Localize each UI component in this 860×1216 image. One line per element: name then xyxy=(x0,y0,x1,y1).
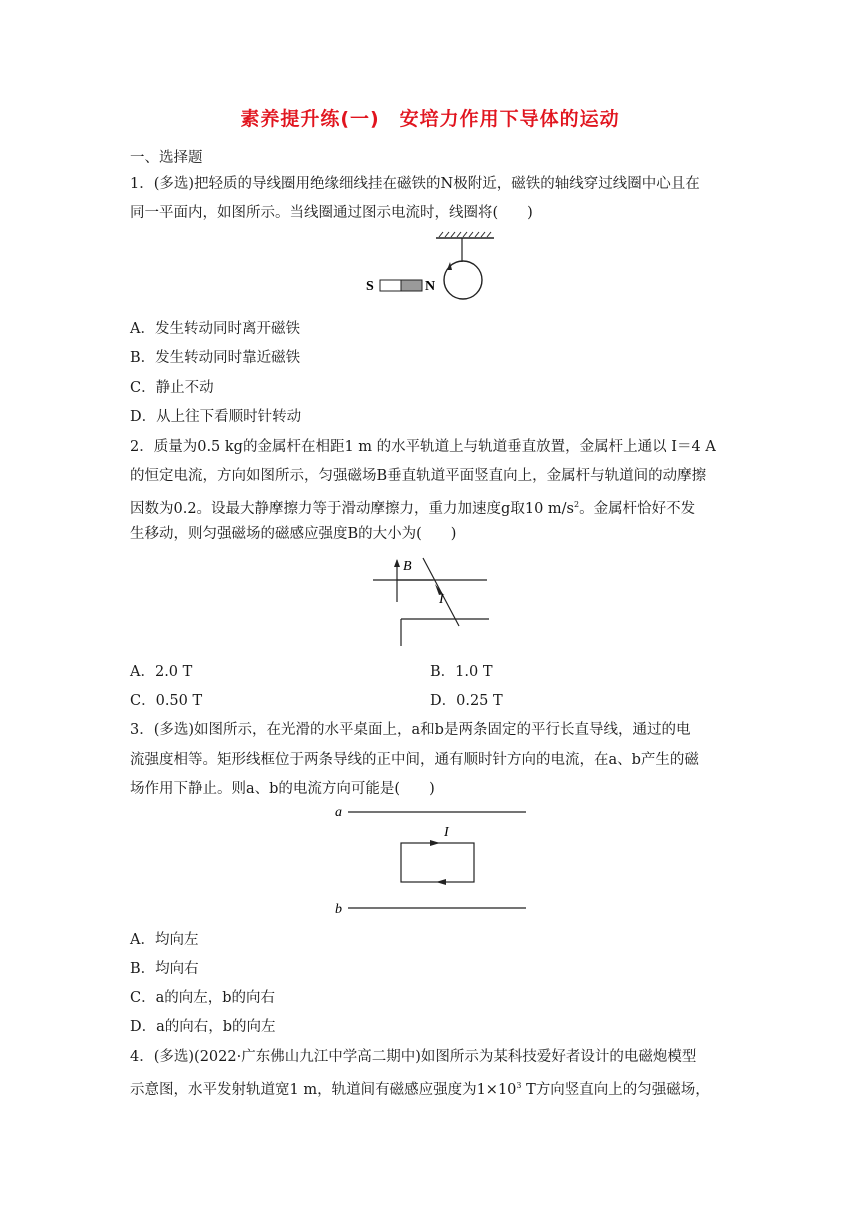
q2-option-a: A．2.0 T xyxy=(130,664,193,680)
q2-text-line-1: 2．质量为0.5 kg的金属杆在相距1 m 的水平轨道上与轨道垂直放置，金属杆上通以 I＝4 A xyxy=(130,439,716,455)
q1-figure-magnet-coil xyxy=(360,230,500,306)
q2-text-line-3: 因数为0.2。设最大静摩擦力等于滑动摩擦力，重力加速度g取10 $m/s^2$。金属杆恰好不发 xyxy=(130,500,696,517)
q3-text-line-3: 场作用下静止。则a、b的电流方向可能是( ) xyxy=(130,781,435,797)
q2-text-line-4: 生移动，则匀强磁场的磁感应强度B的大小为( ) xyxy=(130,526,457,542)
q4-text-line-2: 示意图，水平发射轨道宽1 m，轨道间有磁感应强度为$1\times 10^3$ T方向竖直向上的匀强磁场， xyxy=(130,1081,710,1098)
q3-option-d: D．a的向右，b的向左 xyxy=(130,1019,276,1035)
q1-option-b: B．发生转动同时靠近磁铁 xyxy=(130,350,301,366)
loop-current-label: I xyxy=(444,825,449,840)
magnet-n-label: N xyxy=(425,279,436,294)
q3-option-a: A．均向左 xyxy=(130,932,199,948)
q3-option-c: C．a的向左，b的向右 xyxy=(130,990,276,1006)
field-b-label: B xyxy=(403,559,412,574)
wire-b-label: b xyxy=(335,902,342,914)
q2-text-line-2: 的恒定电流，方向如图所示，匀强磁场B垂直轨道平面竖直向上，金属杆与轨道间的动摩擦 xyxy=(130,468,707,484)
page-title: 素养提升练(一) 安培力作用下导体的运动 xyxy=(240,108,620,130)
q1-text-line-1: 1．(多选)把轻质的导线圈用绝缘细线挂在磁铁的N极附近，磁铁的轴线穿过线圈中心且在 xyxy=(130,176,700,192)
q3-option-b: B．均向右 xyxy=(130,961,199,977)
wire-a-label: a xyxy=(335,805,342,820)
q2-figure-rails xyxy=(365,556,495,648)
q2-option-c: C．0.50 T xyxy=(130,693,203,709)
magnet-s-label: S xyxy=(366,279,374,294)
current-i-label: I xyxy=(439,592,444,607)
q2-option-d: D．0.25 T xyxy=(430,693,503,709)
q3-text-line-2: 流强度相等。矩形线框位于两条导线的正中间，通有顺时针方向的电流，在a、b产生的磁 xyxy=(130,752,699,768)
q1-option-c: C．静止不动 xyxy=(130,380,214,396)
section-heading: 一、选择题 xyxy=(130,150,203,166)
q2-option-b: B．1.0 T xyxy=(430,664,493,680)
q4-text-line-1: 4．(多选)(2022·广东佛山九江中学高二期中)如图所示为某科技爱好者设计的电磁炮模型 xyxy=(130,1049,697,1065)
q3-text-line-1: 3．(多选)如图所示，在光滑的水平桌面上，a和b是两条固定的平行长直导线，通过的电 xyxy=(130,722,691,738)
q3-figure-wires-loop xyxy=(330,802,530,914)
q1-option-a: A．发生转动同时离开磁铁 xyxy=(130,321,300,337)
q1-option-d: D．从上往下看顺时针转动 xyxy=(130,409,302,425)
q1-text-line-2: 同一平面内，如图所示。当线圈通过图示电流时，线圈将( ) xyxy=(130,205,533,221)
